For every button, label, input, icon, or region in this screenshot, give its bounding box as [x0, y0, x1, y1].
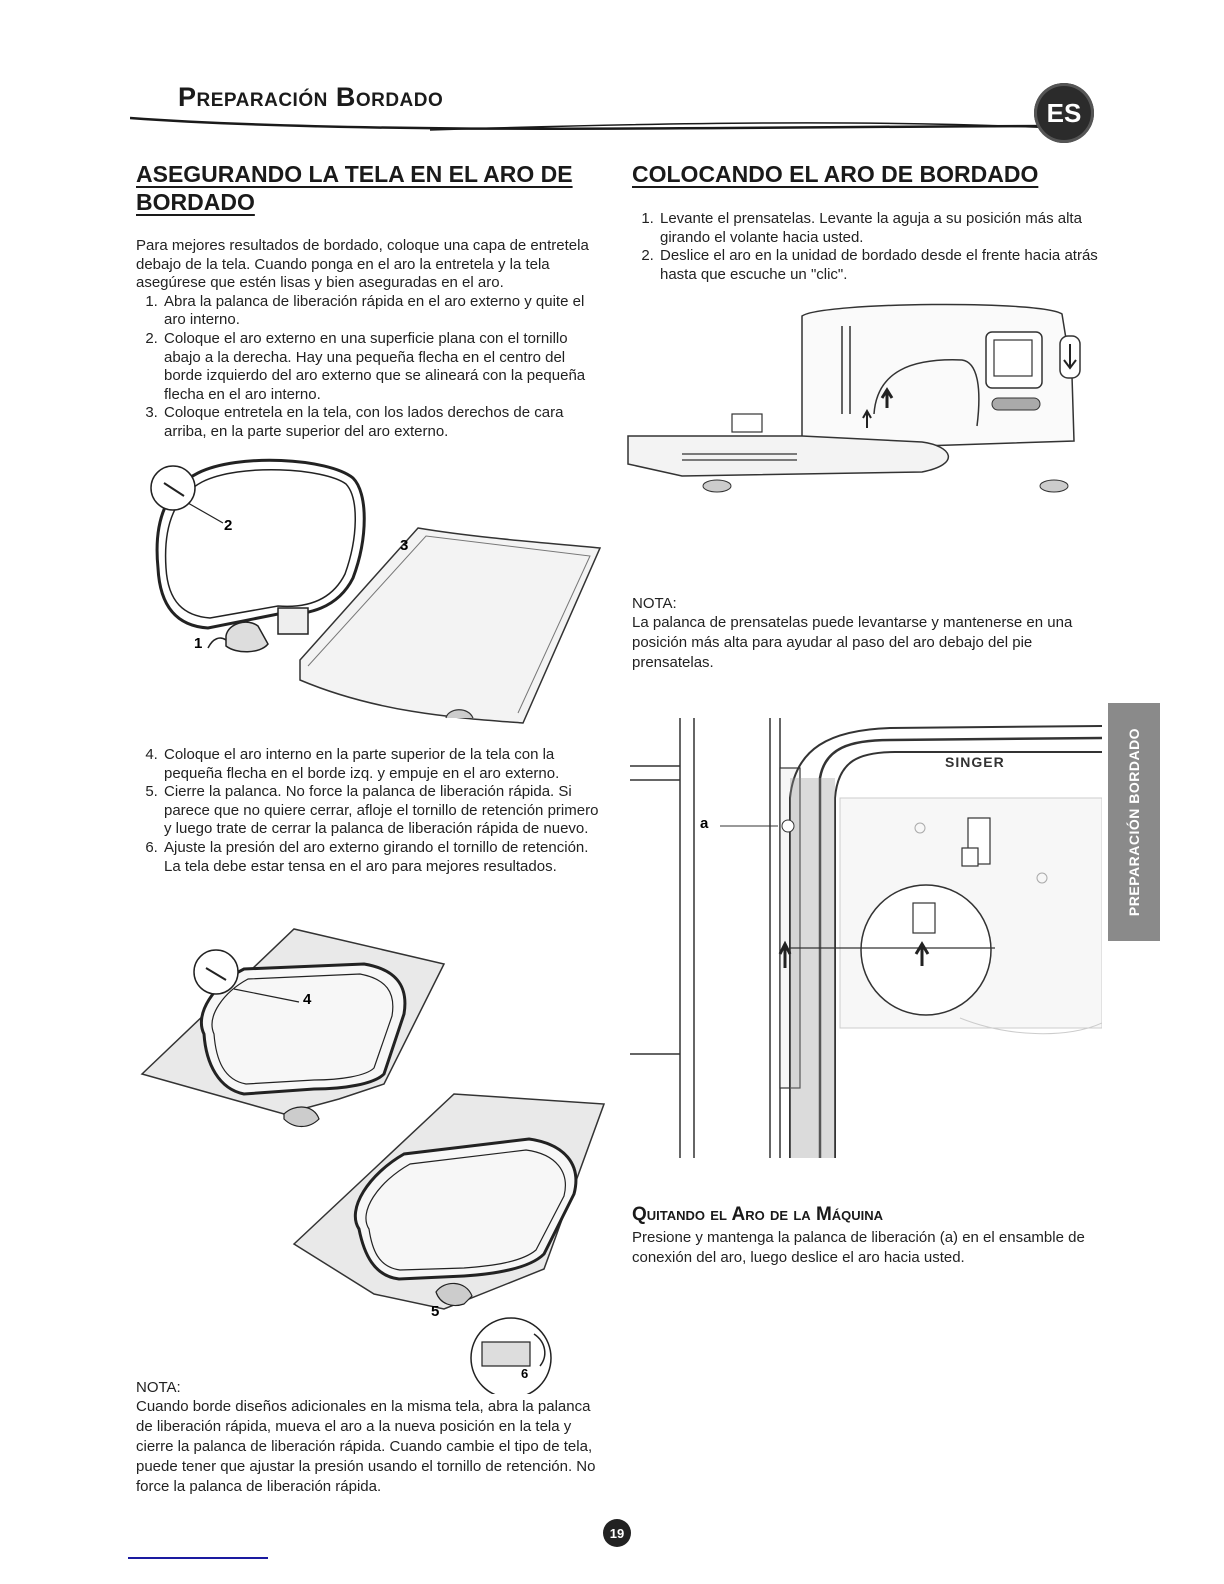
right-steps-block	[632, 210, 1102, 284]
figure2-label-4: 4	[303, 991, 312, 1008]
left-note-block	[136, 1378, 606, 1497]
figure2-label-5: 5	[431, 1303, 440, 1320]
right-note-block	[632, 594, 1102, 673]
left-steps-list-b	[136, 746, 606, 876]
left-step-4: 4. Coloque el aro interno en la parte superior de la tela con la pequeña flecha en el borde izq. y empuje en el aro externo.	[162, 746, 606, 783]
header-swoosh	[130, 100, 1060, 140]
page-number: 19	[603, 1519, 631, 1547]
right-note-text: La palanca de prensatelas puede levantarse y mantenerse en una posición más alta para ayudar al paso del aro debajo del pie prensatelas.	[632, 614, 1073, 671]
right-subsection	[632, 1204, 1102, 1268]
left-step-1: 1. Abra la palanca de liberación rápida en el aro externo y quite el aro interno.	[162, 293, 606, 330]
right-note-label: NOTA:	[632, 595, 677, 612]
left-steps-block-b	[136, 746, 606, 876]
side-tab-label: PREPARACIÓN BORDADO	[1126, 727, 1142, 917]
side-tab	[1108, 703, 1160, 941]
left-step-3: 3. Coloque entretela en la tela, con los lados derechos de cara arriba, en la parte superior del aro externo.	[162, 404, 606, 441]
left-step-2: 2. Coloque el aro externo en una superficie plana con el tornillo abajo a la derecha. Hay una pequeña flecha en el centro del borde izquierdo del aro externo que se alineará con la pequeña flecha en el aro interno.	[162, 330, 606, 404]
left-intro-block	[136, 237, 606, 442]
page-header-title: Preparación Bordado	[178, 82, 444, 112]
right-section-title: COLOCANDO EL ARO DE BORDADO	[632, 161, 1039, 187]
figure2-label-6: 6	[521, 1366, 529, 1381]
footer-rule	[128, 1557, 268, 1559]
right-step-2: 2. Deslice el aro en la unidad de bordado desde el frente hacia atrás hasta que escuche un "clic".	[658, 247, 1102, 284]
left-section-title: ASEGURANDO LA TELA EN EL ARO DE BORDADO	[136, 161, 573, 215]
left-intro-text: Para mejores resultados de bordado, coloque una capa de entretela debajo de la tela. Cuando ponga en el aro la entretela y la tela asegúrese que estén lisas y bien aseguradas en el aro.	[136, 237, 589, 292]
figure-sewing-machine	[622, 296, 1092, 506]
figure-hoop-and-fabric	[128, 448, 618, 738]
right-subsection-title: Quitando el Aro de la Máquina	[632, 1204, 884, 1225]
figure1-label-3: 3	[400, 537, 409, 554]
right-subsection-text: Presione y mantenga la palanca de liberación (a) en el ensamble de conexión del aro, luego deslice el aro hacia usted.	[632, 1229, 1085, 1266]
left-note-text: Cuando borde diseños adicionales en la misma tela, abra la palanca de liberación rápida, mueva el aro a la nueva posición en la tela y cierre la palanca de liberación rápida. Cuando cambie el tipo de tela, puede tener que ajustar la presión usando el tornillo de retención. No force la palanca de liberación rápida.	[136, 1398, 596, 1495]
figure-fabric-in-hoop	[134, 924, 614, 1394]
right-step-1: 1. Levante el prensatelas. Levante la aguja a su posición más alta girando el volante hacia usted.	[658, 210, 1102, 247]
left-steps-list-a	[136, 293, 606, 442]
left-section-heading	[136, 160, 606, 216]
left-note-label: NOTA:	[136, 1379, 181, 1396]
right-steps-list	[632, 210, 1102, 284]
language-badge: ES	[1034, 83, 1094, 143]
right-section-heading	[632, 160, 1102, 188]
figure1-label-1: 1	[194, 635, 203, 652]
left-step-5: 5. Cierre la palanca. No force la palanca de liberación rápida. Si parece que no quiere cerrar, afloje el tornillo de retención primero y luego trate de cerrar la palanca de liberación rápida de nuevo.	[162, 783, 606, 839]
figure4-label-a: a	[700, 815, 709, 832]
figure4-brand: SINGER	[945, 754, 1005, 770]
left-step-6: 6. Ajuste la presión del aro externo girando el tornillo de retención. La tela debe estar tensa en el aro para mejores resultados.	[162, 839, 606, 876]
figure-hoop-connection	[630, 718, 1102, 1158]
figure1-label-2: 2	[224, 517, 233, 534]
